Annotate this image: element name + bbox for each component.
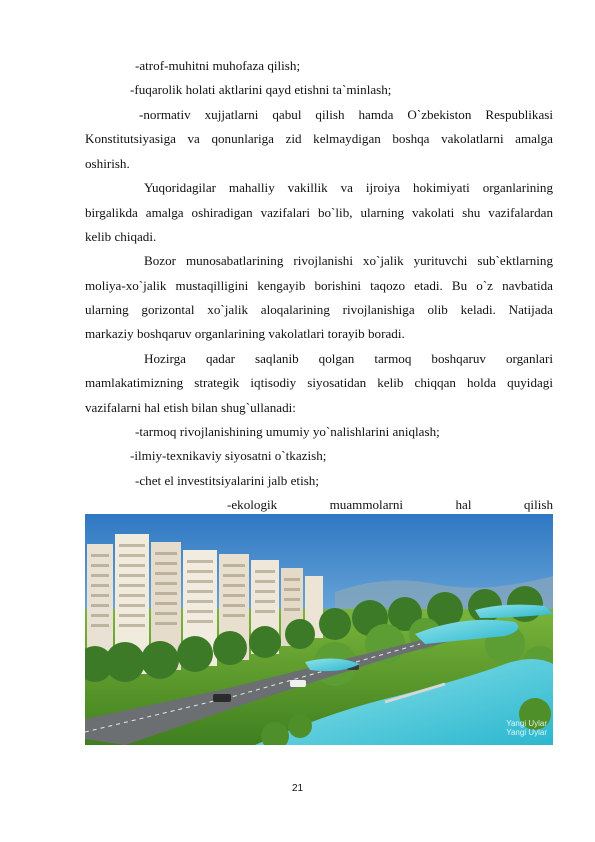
photo-watermark: Yangi Uylar Yangi Uylar	[506, 719, 547, 737]
text-line-15: vazifalarni hal etish bilan shug`ullanadi:	[85, 400, 296, 415]
text-line-7: birgalikda amalga oshiradigan vazifalari bo`lib, ularning vakolati shu vazifalardan	[85, 205, 553, 220]
page-number: 21	[291, 783, 304, 794]
text-line-10: moliya-xo`jalik mustaqilligini kengayib borishini taqozo etadi. Bu o`z navbatida	[85, 278, 553, 293]
text-line-3: -normativ xujjatlarni qabul qilish hamda O`zbekiston Respublikasi	[139, 107, 553, 122]
text-line-8: kelib chiqadi.	[85, 229, 157, 244]
text-line-17: -ilmiy-texnikaviy siyosatni o`tkazish;	[130, 448, 327, 463]
photo-illustration	[85, 514, 553, 745]
text-line-13: Hozirga qadar saqlanib qolgan tarmoq boshqaruv organlari	[144, 351, 553, 366]
text-line-4: Konstitutsiyasiga va qonunlariga zid kelmaydigan boshqa vakolatlarni amalga	[85, 131, 553, 146]
text-line-14: mamlakatimizning strategik iqtisodiy siyosatidan kelib chiqqan holda quyidagi	[85, 375, 553, 390]
text-line-6: Yuqoridagilar mahalliy vakillik va ijroiya hokimiyati organlarining	[144, 180, 553, 195]
residential-complex-photo	[85, 514, 553, 745]
text-line-18: -chet el investitsiyalarini jalb etish;	[135, 473, 319, 488]
text-line-9: Bozor munosabatlarining rivojlanishi xo`jalik yurituvchi sub`ektlarning	[144, 253, 553, 268]
text-line-5: oshirish.	[85, 156, 130, 171]
text-line-16: -tarmoq rivojlanishining umumiy yo`nalishlarini aniqlash;	[135, 424, 440, 439]
text-line-11: ularning gorizontal xo`jalik aloqalarining rivojlanishiga olib keladi. Natijada	[85, 302, 553, 317]
text-line-1: -atrof-muhitni muhofaza qilish;	[135, 58, 301, 73]
text-line-2: -fuqarolik holati aktlarini qayd etishni ta`minlash;	[130, 82, 392, 97]
text-line-12: markaziy boshqaruv organlarining vakolatlari torayib boradi.	[85, 326, 405, 341]
text-line-19: -ekologik muammolarni hal qilish	[227, 497, 553, 512]
